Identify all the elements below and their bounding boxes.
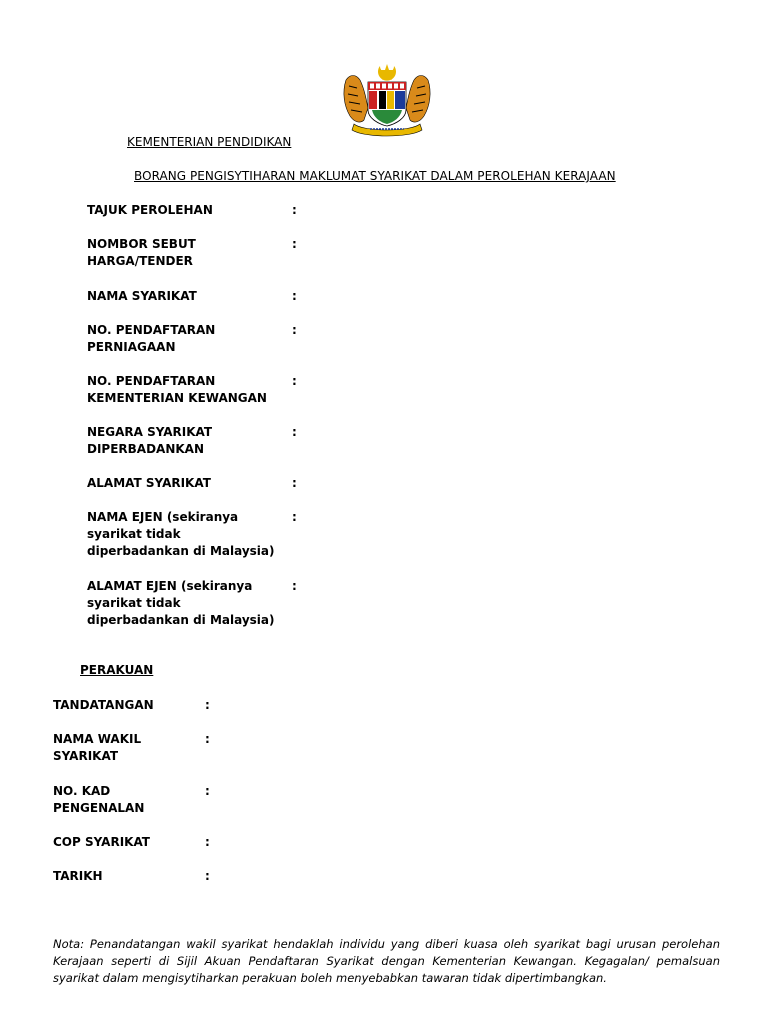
decl-colon: :: [205, 869, 210, 883]
field-colon: :: [292, 237, 297, 251]
field-colon: :: [292, 476, 297, 490]
field-label-alamat-ejen: ALAMAT EJEN (sekiranya syarikat tidak diperbadankan di Malaysia): [87, 579, 275, 627]
decl-label-tarikh: TARIKH: [53, 869, 103, 883]
field-label-nama-ejen: NAMA EJEN (sekiranya syarikat tidak diperbadankan di Malaysia): [87, 510, 275, 558]
field-label-negara-syarikat: NEGARA SYARIKAT DIPERBADANKAN: [87, 425, 213, 456]
field-label-no-pendaftaran-kementerian: NO. PENDAFTARAN KEMENTERIAN KEWANGAN: [87, 374, 267, 405]
decl-colon: :: [205, 784, 210, 798]
field-label-alamat-syarikat: ALAMAT SYARIKAT: [87, 476, 211, 490]
field-label-no-pendaftaran-perniagaan: NO. PENDAFTARAN PERNIAGAAN: [87, 323, 216, 354]
ministry-name: KEMENTERIAN PENDIDIKAN: [127, 135, 292, 149]
field-colon: :: [292, 374, 297, 388]
field-colon: :: [292, 579, 297, 593]
field-colon: :: [292, 289, 297, 303]
field-colon: :: [292, 510, 297, 524]
malaysia-coat-of-arms-icon: [340, 62, 434, 138]
field-label-nombor-sebut-harga: NOMBOR SEBUT HARGA/TENDER: [87, 237, 196, 268]
field-colon: :: [292, 425, 297, 439]
decl-colon: :: [205, 835, 210, 849]
decl-colon: :: [205, 698, 210, 712]
decl-label-cop-syarikat: COP SYARIKAT: [53, 835, 150, 849]
form-title: BORANG PENGISYTIHARAN MAKLUMAT SYARIKAT DALAM PEROLEHAN KERAJAAN: [134, 169, 616, 183]
decl-label-tandatangan: TANDATANGAN: [53, 698, 154, 712]
decl-label-no-kad-pengenalan: NO. KAD PENGENALAN: [53, 784, 145, 815]
decl-colon: :: [205, 732, 210, 746]
field-label-tajuk-perolehan: TAJUK PEROLEHAN: [87, 203, 213, 217]
footnote: Nota: Penandatangan wakil syarikat hendaklah individu yang diberi kuasa oleh syarikat bagi urusan perolehan Kerajaan seperti di Sijil Akuan Pendaftaran Syarikat dengan Kementerian Kewangan. Kegagalan/ pemalsuan syarikat dalam mengisytiharkan perakuan boleh menyebabkan tawaran tidak dipertimbangkan.: [53, 937, 720, 985]
declaration-heading: PERAKUAN: [80, 663, 154, 677]
field-colon: :: [292, 203, 297, 217]
decl-label-nama-wakil: NAMA WAKIL SYARIKAT: [53, 732, 142, 763]
field-label-nama-syarikat: NAMA SYARIKAT: [87, 289, 197, 303]
field-colon: :: [292, 323, 297, 337]
